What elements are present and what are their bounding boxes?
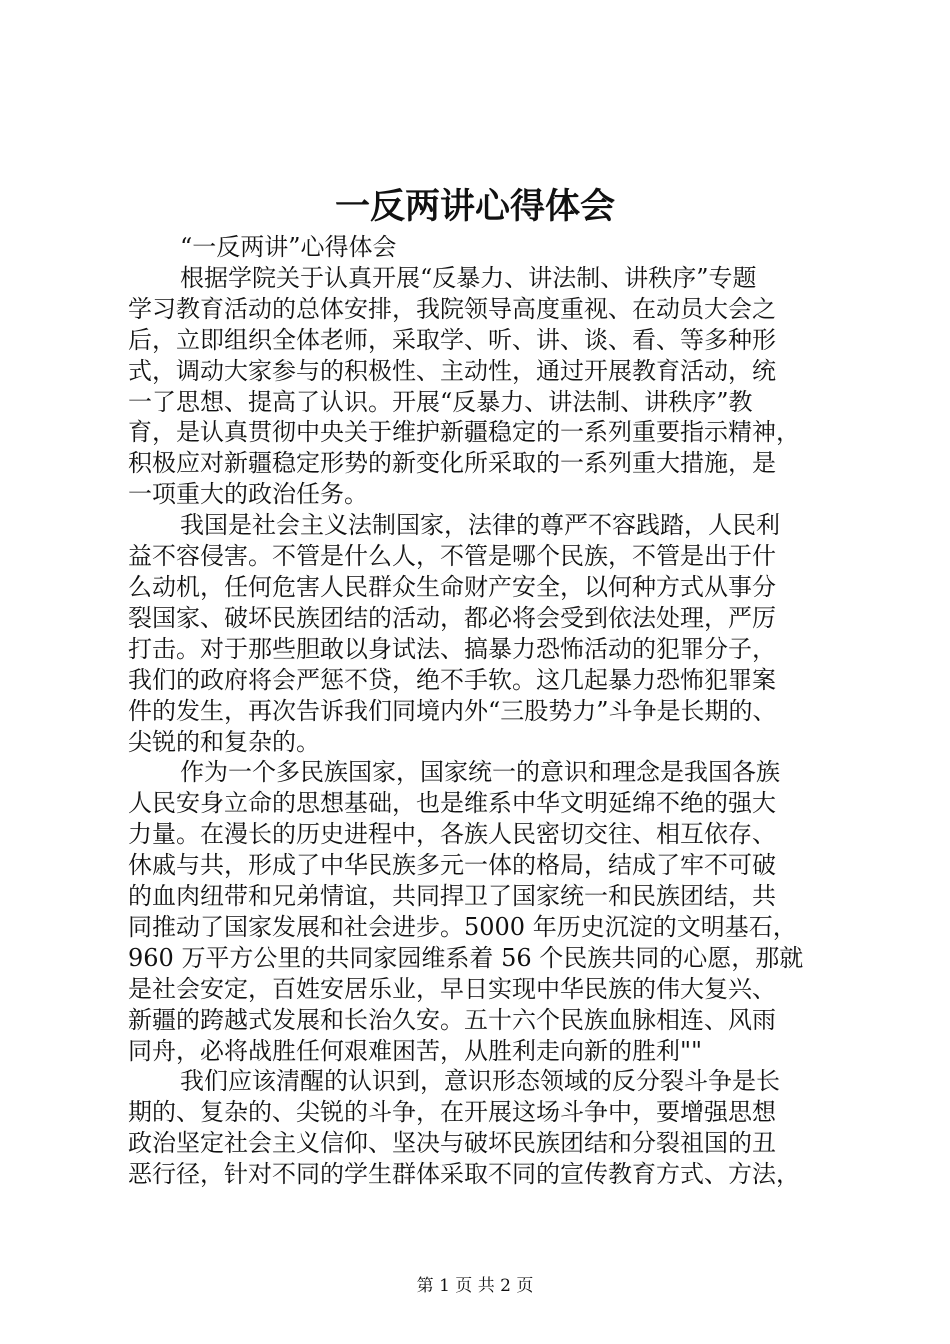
text-line: 政治坚定社会主义信仰、坚决与破坏民族团结和分裂祖国的丑 <box>128 1129 776 1158</box>
document-body <box>128 232 848 1190</box>
text-line: 我们的政府将会严惩不贷，绝不手软。这几起暴力恐怖犯罪案 <box>128 665 776 694</box>
text-line: 我国是社会主义法制国家，法律的尊严不容践踏，人民利 <box>180 511 780 540</box>
text-line: 益不容侵害。不管是什么人，不管是哪个民族，不管是出于什 <box>128 542 776 571</box>
page-footer: 第 1 页 共 2 页 <box>416 1276 534 1296</box>
text-line: 960 万平方公里的共同家园维系着 56 个民族共同的心愿，那就 <box>128 943 804 972</box>
text-line: 人民安身立命的思想基础，也是维系中华文明延绵不绝的强大 <box>128 789 776 818</box>
text-line: 休戚与共，形成了中华民族多元一体的格局，结成了牢不可破 <box>128 851 776 880</box>
text-line: 的血肉纽带和兄弟情谊，共同捍卫了国家统一和民族团结，共 <box>128 882 776 911</box>
text-line: 根据学院关于认真开展“反暴力、讲法制、讲秩序”专题 <box>180 263 757 292</box>
text-line: “一反两讲”心得体会 <box>180 233 397 261</box>
text-line: 期的、复杂的、尖锐的斗争，在开展这场斗争中，要增强思想 <box>128 1098 776 1127</box>
text-line: 尖锐的和复杂的。 <box>128 727 320 756</box>
text-line: 打击。对于那些胆敢以身试法、搞暴力恐怖活动的犯罪分子， <box>128 634 776 663</box>
text-line: 学习教育活动的总体安排，我院领导高度重视、在动员大会之 <box>128 294 776 323</box>
document-title: 一反两讲心得体会 <box>334 186 615 227</box>
text-line: 后，立即组织全体老师，采取学、听、讲、谈、看、等多种形 <box>128 325 776 354</box>
text-line: 作为一个多民族国家，国家统一的意识和理念是我国各族 <box>180 758 780 787</box>
text-line: 件的发生，再次告诉我们同境内外“三股势力”斗争是长期的、 <box>128 696 777 725</box>
text-line: 同推动了国家发展和社会进步。5000 年历史沉淀的文明基石， <box>128 912 797 941</box>
text-line: 一了思想、提高了认识。开展“反暴力、讲法制、讲秩序”教 <box>128 387 753 416</box>
text-line: 积极应对新疆稳定形势的新变化所采取的一系列重大措施，是 <box>128 449 776 478</box>
text-line: 是社会安定，百姓安居乐业，早日实现中华民族的伟大复兴、 <box>128 974 776 1003</box>
text-line: 新疆的跨越式发展和长治久安。五十六个民族血脉相连、风雨 <box>128 1005 776 1034</box>
text-line: 裂国家、破坏民族团结的活动，都必将会受到依法处理，严厉 <box>128 603 776 632</box>
text-line: 育，是认真贯彻中央关于维护新疆稳定的一系列重要指示精神， <box>128 418 800 447</box>
text-line: 恶行径，针对不同的学生群体采取不同的宣传教育方式、方法， <box>128 1160 800 1189</box>
text-line: 么动机，任何危害人民群众生命财产安全，以何种方式从事分 <box>128 572 776 601</box>
text-line: 我们应该清醒的认识到，意识形态领域的反分裂斗争是长 <box>180 1067 780 1096</box>
text-line: 力量。在漫长的历史进程中，各族人民密切交往、相互依存、 <box>128 820 776 849</box>
text-line: 式，调动大家参与的积极性、主动性，通过开展教育活动，统 <box>128 356 776 385</box>
text-line: 一项重大的政治任务。 <box>128 480 368 509</box>
text-line: 同舟，必将战胜任何艰难困苦，从胜利走向新的胜利"" <box>128 1036 703 1065</box>
